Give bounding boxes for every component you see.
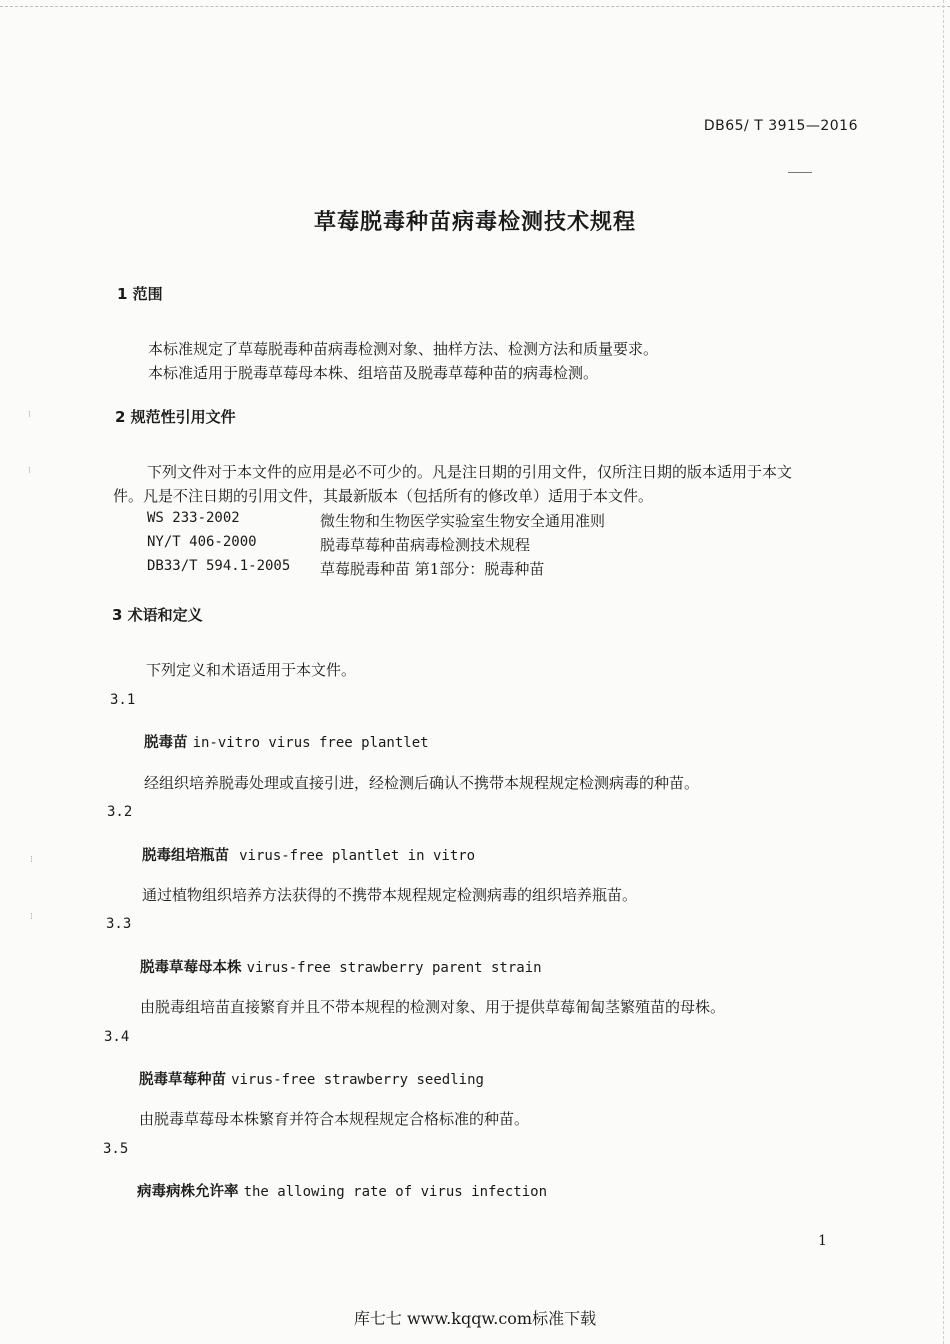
margin-mark: ⁝ <box>30 912 33 922</box>
term-title: 病毒病株允许率 the allowing rate of virus infection <box>137 1184 547 1200</box>
term-number: 3.2 <box>107 804 133 820</box>
section-1-paragraph: 本标准适用于脱毒草莓母本株、组培苗及脱毒草莓种苗的病毒检测。 <box>148 364 599 382</box>
margin-mark: ⁝ <box>28 410 31 420</box>
term-definition: 由脱毒组培苗直接繁育并且不带本规程的检测对象、用于提供草莓匍匐茎繁殖苗的母株。 <box>140 998 726 1016</box>
term-definition: 经组织培养脱毒处理或直接引进，经检测后确认不携带本规程规定检测病毒的种苗。 <box>144 774 700 792</box>
margin-mark: ⁝ <box>30 855 33 865</box>
section-2-paragraph: 件。凡是不注日期的引用文件，其最新版本（包括所有的修改单）适用于本文件。 <box>113 487 654 505</box>
reference-code: DB33/T 594.1-2005 <box>147 558 291 574</box>
section-3-intro: 下列定义和术语适用于本文件。 <box>146 661 357 679</box>
scan-edge-top <box>0 0 950 7</box>
standard-code: DB65/ T 3915—2016 <box>703 118 858 134</box>
term-title: 脱毒苗 in-vitro virus free plantlet <box>144 735 429 751</box>
term-title: 脱毒组培瓶苗 virus-free plantlet in vitro <box>142 848 476 864</box>
margin-mark: ⁝ <box>28 466 31 476</box>
term-number: 3.1 <box>110 692 136 708</box>
header-rule <box>788 172 812 173</box>
reference-name: 脱毒草莓种苗病毒检测技术规程 <box>320 536 531 554</box>
section-3-heading: 3 术语和定义 <box>112 606 203 624</box>
reference-code: NY/T 406-2000 <box>147 534 257 550</box>
scan-edge-right <box>943 0 944 1344</box>
term-title: 脱毒草莓母本株 virus-free strawberry parent strain <box>140 960 542 976</box>
section-1-paragraph: 本标准规定了草莓脱毒种苗病毒检测对象、抽样方法、检测方法和质量要求。 <box>148 340 659 358</box>
reference-code: WS 233-2002 <box>147 510 240 526</box>
term-title: 脱毒草莓种苗 virus-free strawberry seedling <box>139 1072 484 1088</box>
reference-name: 微生物和生物医学实验室生物安全通用准则 <box>320 512 606 530</box>
term-number: 3.3 <box>106 916 132 932</box>
document-title: 草莓脱毒种苗病毒检测技术规程 <box>313 210 636 235</box>
term-number: 3.5 <box>103 1141 129 1157</box>
section-2-heading: 2 规范性引用文件 <box>115 408 236 426</box>
term-definition: 由脱毒草莓母本株繁育并符合本规程规定合格标准的种苗。 <box>139 1110 530 1128</box>
section-1-heading: 1 范围 <box>117 285 163 303</box>
page-number: 1 <box>818 1233 827 1249</box>
section-2-paragraph: 下列文件对于本文件的应用是必不可少的。凡是注日期的引用文件，仅所注日期的版本适用于本文 <box>147 463 793 481</box>
term-definition: 通过植物组织培养方法获得的不携带本规程规定检测病毒的组织培养瓶苗。 <box>142 886 638 904</box>
term-number: 3.4 <box>104 1029 130 1045</box>
footer-watermark: 库七七 www.kqqw.com标准下载 <box>353 1309 597 1328</box>
reference-name: 草莓脱毒种苗 第1部分：脱毒种苗 <box>320 560 545 578</box>
